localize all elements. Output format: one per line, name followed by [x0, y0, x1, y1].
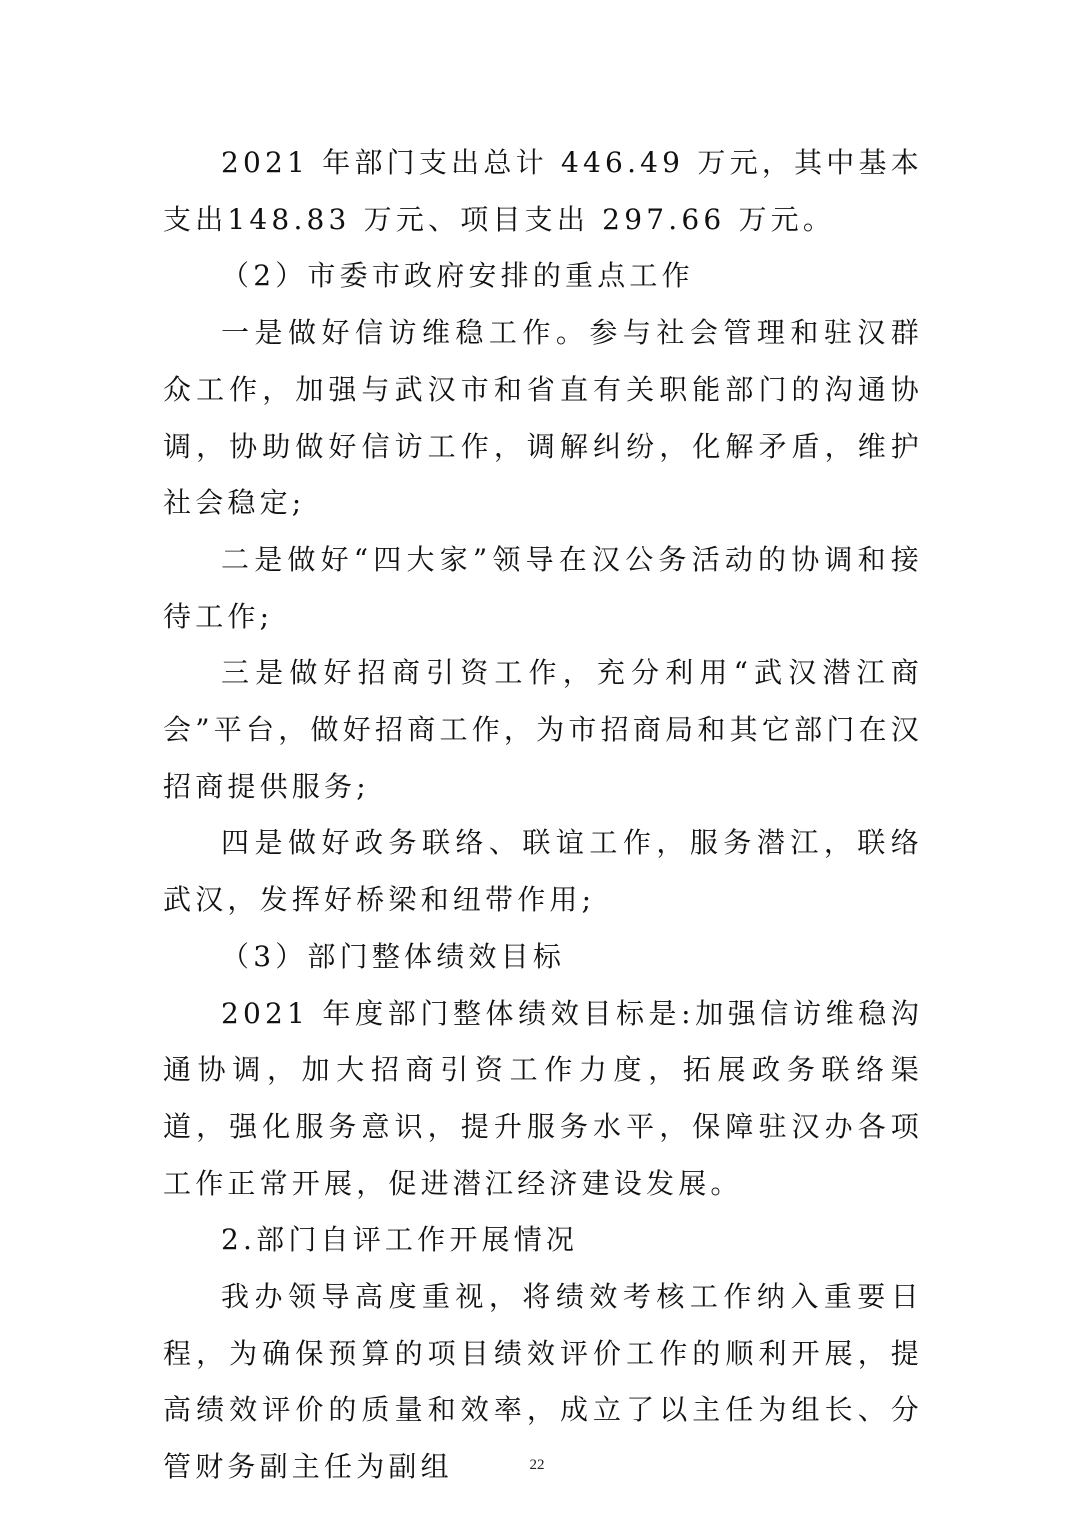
- paragraph-self-evaluation: 我办领导高度重视，将绩效考核工作纳入重要日程，为确保预算的项目绩效评价工作的顺利开展，提高绩效评价的质量和效率，成立了以主任为组长、分管财务副主任为副组: [163, 1280, 923, 1484]
- paragraph-leader-reception: 二是做好“四大家”领导在汉公务活动的协调和接待工作;: [163, 542, 923, 633]
- paragraph-performance-goals: 2021 年度部门整体绩效目标是:加强信访维稳沟通协调，加大招商引资工作力度，拓展政务联络渠道，强化服务意识，提升服务水平，保障驻汉办各项工作正常开展，促进潜江经济建设发展。: [163, 996, 923, 1200]
- heading-performance-goals: （3）部门整体绩效目标: [221, 939, 566, 973]
- page-number: 22: [529, 1457, 545, 1473]
- body-text: [163, 135, 923, 1496]
- paragraph-investment-promotion: 三是做好招商引资工作，充分利用“武汉潜江商会”平台，做好招商工作，为市招商局和其它部门在汉招商提供服务;: [163, 656, 923, 803]
- heading-key-work: （2）市委市政府安排的重点工作: [221, 259, 694, 293]
- heading-self-evaluation: 2.部门自评工作开展情况: [221, 1223, 579, 1257]
- paragraph-expenditure-total: 2021 年部门支出总计 446.49 万元，其中基本支出148.83 万元、项目支出 297.66 万元。: [163, 146, 923, 236]
- paragraph-petition-stability: 一是做好信访维稳工作。参与社会管理和驻汉群众工作，加强与武汉市和省直有关职能部门的沟通协调，协助做好信访工作，调解纠纷，化解矛盾，维护社会稳定;: [163, 316, 923, 520]
- paragraph-government-liaison: 四是做好政务联络、联谊工作，服务潜江，联络武汉，发挥好桥梁和纽带作用;: [163, 826, 923, 917]
